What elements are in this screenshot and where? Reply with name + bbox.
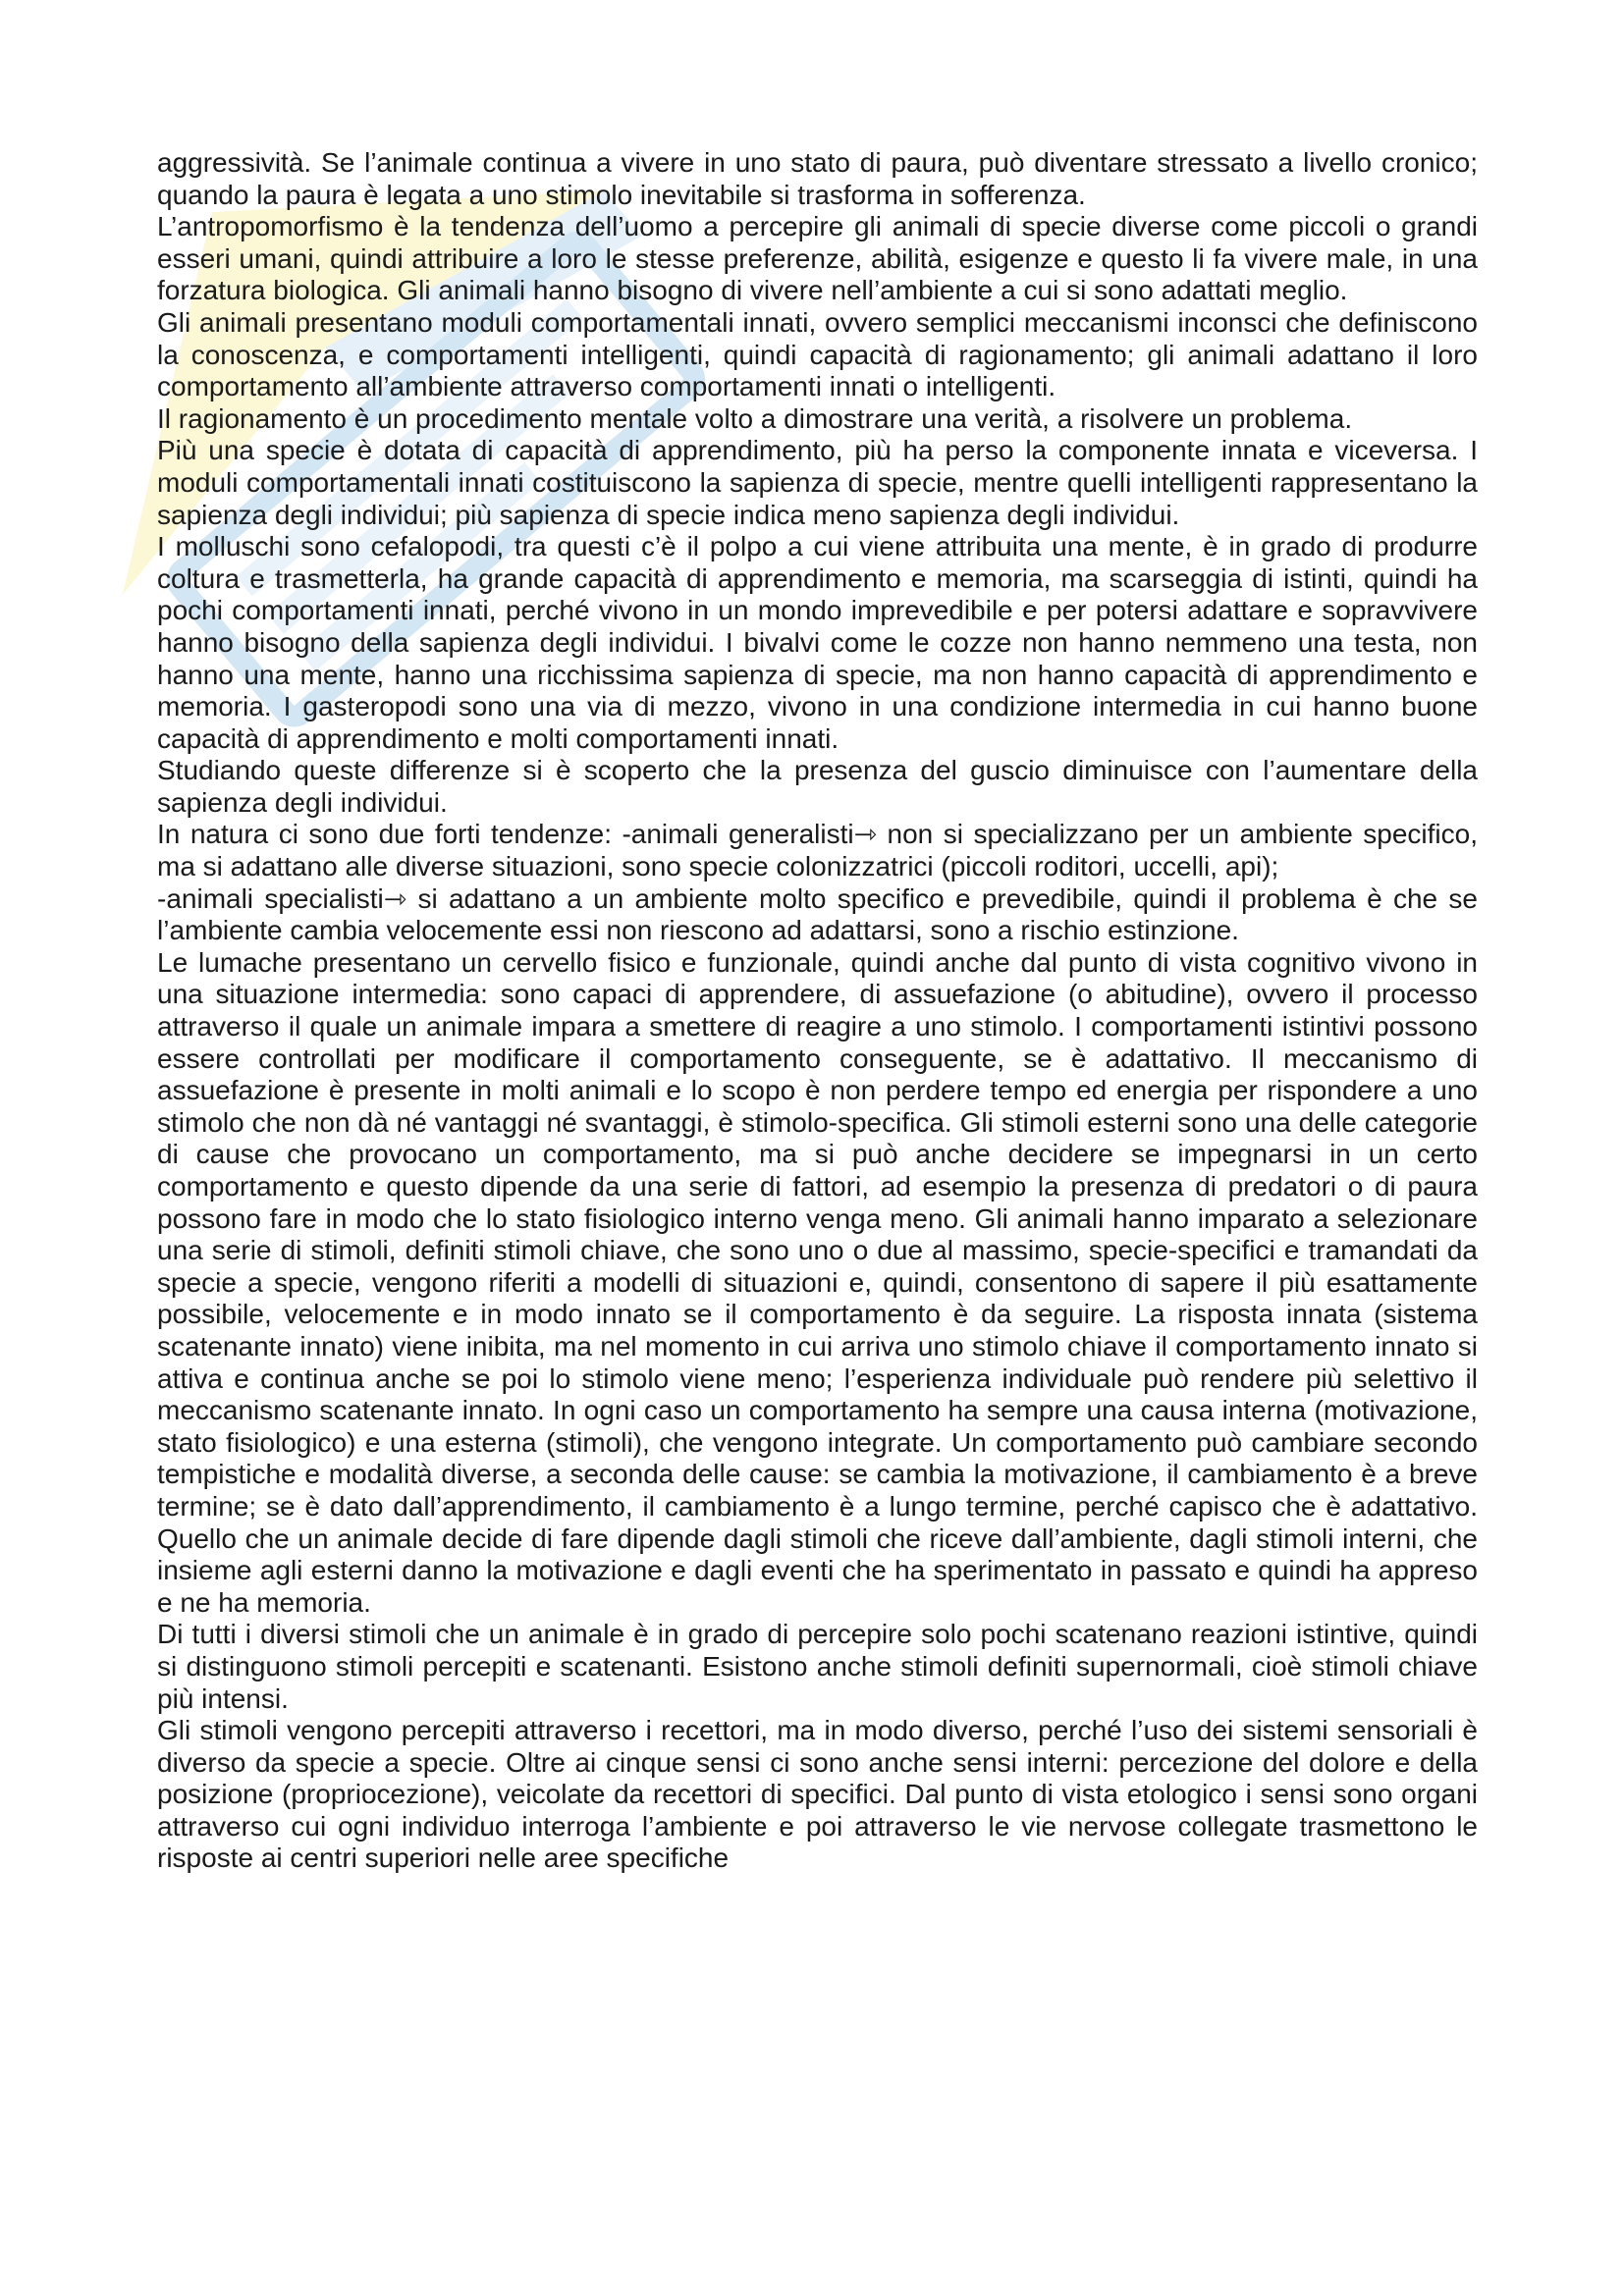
paragraph: Il ragionamento è un procedimento mentale volto a dimostrare una verità, a risolvere un problema. [157, 402, 1353, 434]
paragraph: I molluschi sono cefalopodi, tra questi c’è il polpo a cui viene attribuita una mente, è in grado di produrre coltura e trasmetterla, ha grande capacità di apprendimento e memoria, ma scarseggia di istinti, quindi ha pochi comportamenti innati, perché vivono in un mondo imprevedibile e per potersi adattare e sopravvivere hanno bisogno della sapienza degli individui. I bivalvi come le cozze non hanno nemmeno una testa, non hanno una mente, hanno una ricchissima sapienza di specie, ma non hanno capacità di apprendimento e memoria. I gasteropodi sono una via di mezzo, vivono in una condizione intermedia in cui hanno buone capacità di apprendimento e molti comportamenti innati. [157, 531, 1478, 754]
paragraph: aggressività. Se l’animale continua a vivere in uno stato di paura, può diventare stressato a livello cronico; quando la paura è legata a uno stimolo inevitabile si trasforma in sofferenza. [157, 147, 1478, 210]
paragraph: Le lumache presentano un cervello fisico e funzionale, quindi anche dal punto di vista cognitivo vivono in una situazione intermedia: sono capaci di apprendere, di assuefazione (o abitudine), ovvero il processo attraverso il quale un animale impara a smettere di reagire a uno stimolo. I comportamenti istintivi possono essere controllati per modificare il comportamento conseguente, se è adattativo. Il meccanismo di assuefazione è presente in molti animali e lo scopo è non perdere tempo ed energia per rispondere a uno stimolo che non dà né vantaggi né svantaggi, è stimolo-specifica. Gli stimoli esterni sono una delle categorie di cause che provocano un comportamento, ma si può anche decidere se impegnarsi in un certo comportamento e questo dipende da una serie di fattori, ad esempio la presenza di predatori o di paura possono fare in modo che lo stato fisiologico interno venga meno. Gli animali hanno imparato a selezionare una serie di stimoli, definiti stimoli chiave, che sono uno o due al massimo, specie-specifici e tramandati da specie a specie, vengono riferiti a modelli di situazioni e, quindi, consentono di sapere il più esattamente possibile, velocemente e in modo innato se il comportamento è da seguire. La risposta innata (sistema scatenante innato) viene inibita, ma nel momento in cui arriva uno stimolo chiave il comportamento innato si attiva e continua anche se poi lo stimolo viene meno; l’esperienza individuale può rendere più selettivo il meccanismo scatenante innato. In ogni caso un comportamento ha sempre una causa interna (motivazione, stato fisiologico) e una esterna (stimoli), che vengono integrate. Un comportamento può cambiare secondo tempistiche e modalità diverse, a seconda delle cause: se cambia la motivazione, il cambiamento è a breve termine; se è dato dall’apprendimento, il cambiamento è a lungo termine, perché capisco che è adattativo. Quello che un animale decide di fare dipende dagli stimoli che riceve dall’ambiente, dagli stimoli interni, che insieme agli esterni danno la motivazione e dagli eventi che ha sperimentato in passato e quindi ha appreso e ne ha memoria. [157, 946, 1478, 1618]
paragraph: Più una specie è dotata di capacità di apprendimento, più ha perso la componente innata e viceversa. I moduli comportamentali innati costituiscono la sapienza di specie, mentre quelli intelligenti rappresentano la sapienza degli individui; più sapienza di specie indica meno sapienza degli individui. [157, 435, 1478, 530]
paragraph: Gli stimoli vengono percepiti attraverso i recettori, ma in modo diverso, perché l’uso dei sistemi sensoriali è diverso da specie a specie. Oltre ai cinque sensi ci sono anche sensi interni: percezione del dolore e della posizione (propriocezione), veicolate da recettori di specifici. Dal punto di vista etologico i sensi sono organi attraverso cui ogni individuo interroga l’ambiente e poi attraverso le vie nervose collegate trasmettono le risposte ai centri superiori nelle aree specifiche [157, 1715, 1478, 1874]
paragraph: Gli animali presentano moduli comportamentali innati, ovvero semplici meccanismi inconsci che definiscono la conoscenza, e comportamenti intelligenti, quindi capacità di ragionamento; gli animali adattano il loro comportamento all’ambiente attraverso comportamenti innati o intelligenti. [157, 306, 1478, 402]
paragraph: In natura ci sono due forti tendenze: -animali generalisti⇾ non si specializzano per un ambiente specifico, ma si adattano alle diverse situazioni, sono specie colonizzatrici (piccoli roditori, uccelli, api); [157, 819, 1478, 882]
paragraph: Di tutti i diversi stimoli che un animale è in grado di percepire solo pochi scatenano reazioni istintive, quindi si distinguono stimoli percepiti e scatenanti. Esistono anche stimoli definiti supernormali, cioè stimoli chiave più intensi. [157, 1619, 1478, 1714]
document-body [157, 147, 1478, 1875]
paragraph: L’antropomorfismo è la tendenza dell’uomo a percepire gli animali di specie diverse come piccoli o grandi esseri umani, quindi attribuire a loro le stesse preferenze, abilità, esigenze e questo li fa vivere male, in una forzatura biologica. Gli animali hanno bisogno di vivere nell’ambiente a cui si sono adattati meglio. [157, 211, 1478, 306]
paragraph: -animali specialisti⇾ si adattano a un ambiente molto specifico e prevedibile, quindi il problema è che se l’ambiente cambia velocemente essi non riescono ad adattarsi, sono a rischio estinzione. [157, 882, 1478, 946]
paragraph: Studiando queste differenze si è scoperto che la presenza del guscio diminuisce con l’aumentare della sapienza degli individui. [157, 755, 1478, 818]
